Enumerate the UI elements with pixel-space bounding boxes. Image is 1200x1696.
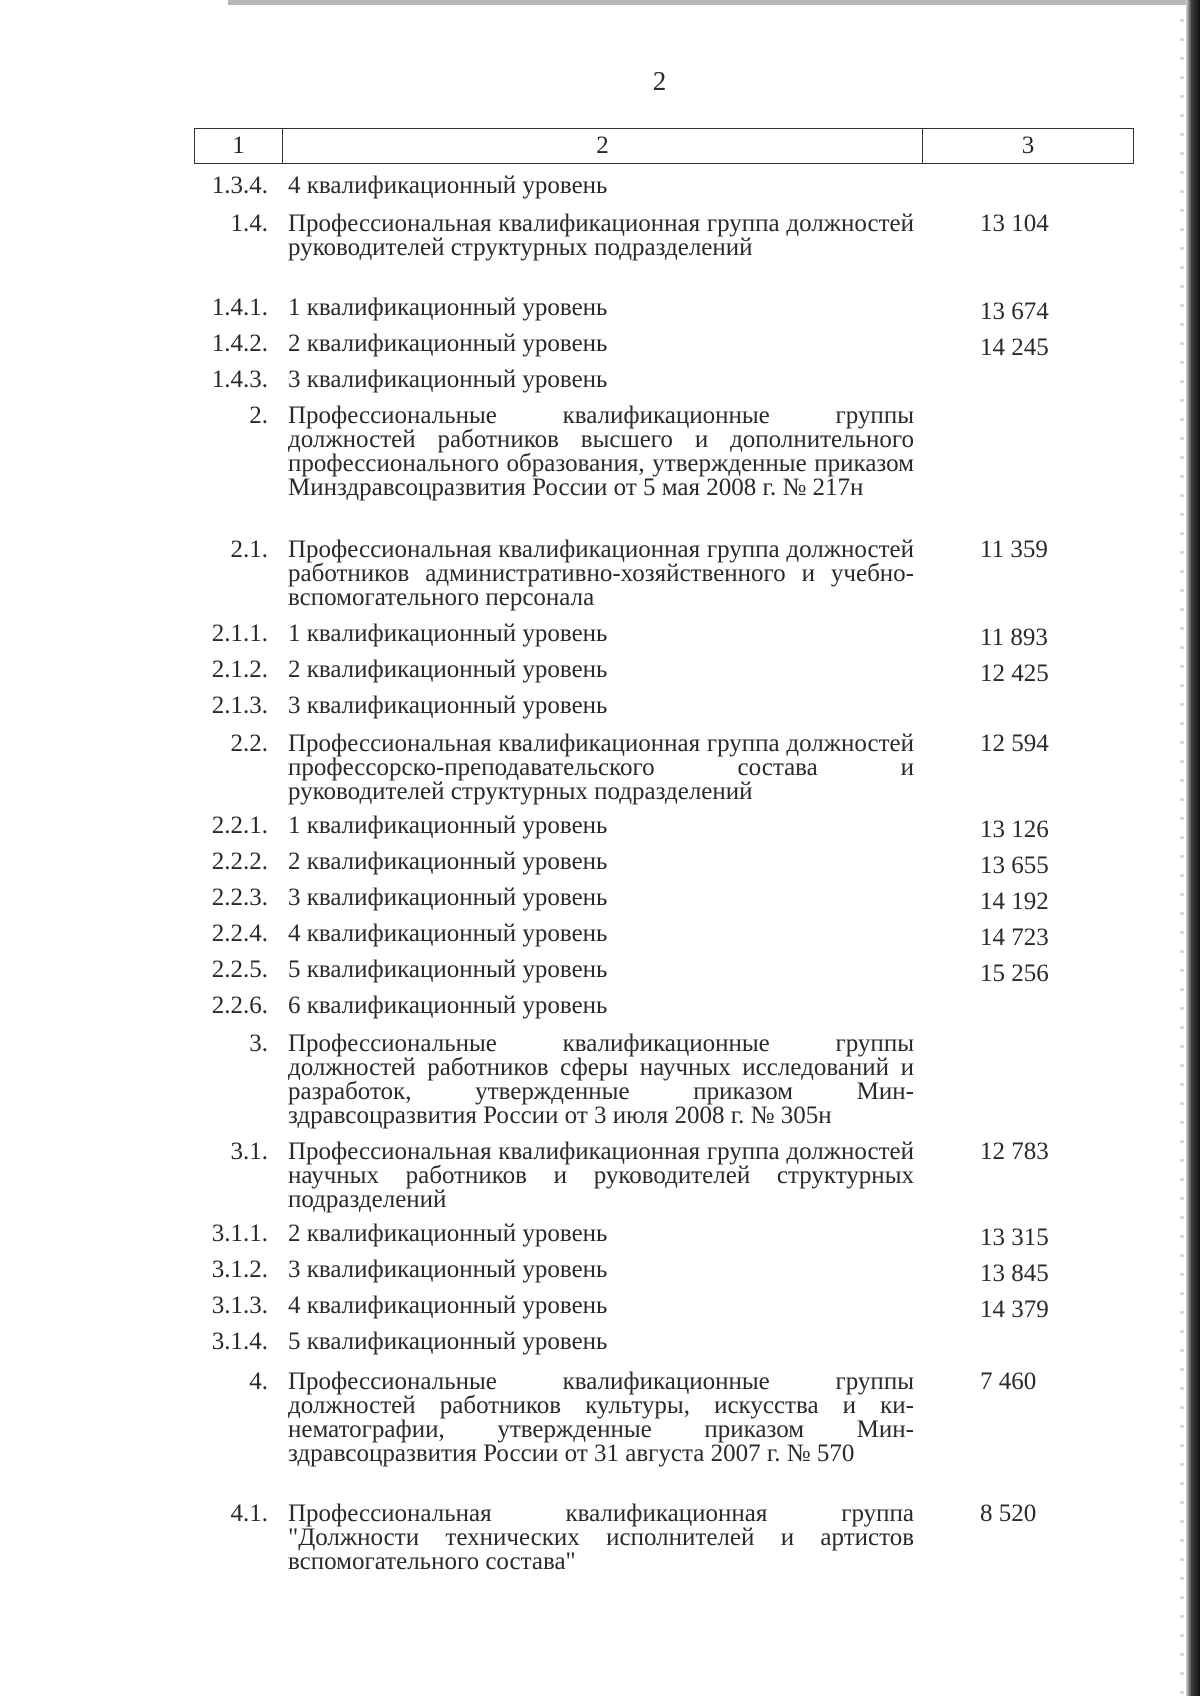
row-value: 14 245 — [980, 334, 1049, 361]
row-text: Профессиональная квалификационная группа должностей научных работников и руководителей структурных подразделений — [288, 1138, 914, 1213]
row-number: 2.1. — [230, 536, 268, 563]
row-text: 2 квалификационный уровень — [288, 330, 608, 357]
row-number: 2.2.3. — [211, 884, 268, 911]
row-text: 4 квалификационный уровень — [288, 172, 608, 199]
row-text: 1 квалификационный уровень — [288, 620, 608, 647]
row-number: 2.2.2. — [211, 848, 268, 875]
row-text: 4 квалификационный уровень — [288, 920, 608, 947]
row-text: Профессиональные квалификационные группы должностей работников высшего и дополнительного профессионального образования, утвержденные приказом Минздравсоцразвития России от 5 мая 2008 г. № 217н — [288, 402, 914, 501]
header-col-1: 1 — [195, 129, 283, 163]
scan-top-border — [228, 0, 1200, 5]
row-number: 3.1.1. — [211, 1220, 268, 1247]
row-text: 3 квалификационный уровень — [288, 1256, 608, 1283]
row-number: 4. — [249, 1368, 268, 1395]
row-text: Профессиональная квалификационная группа должностей руководителей структурных подразделений — [288, 210, 914, 261]
row-text: 2 квалификационный уровень — [288, 1220, 608, 1247]
row-number: 3. — [249, 1030, 268, 1057]
row-value: 14 379 — [980, 1296, 1049, 1323]
row-text: 2 квалификационный уровень — [288, 656, 608, 683]
row-value: 12 425 — [980, 660, 1049, 687]
row-text: 4 квалификационный уровень — [288, 1292, 608, 1319]
row-text: 1 квалификационный уровень — [288, 812, 608, 839]
row-number: 3.1.2. — [211, 1256, 268, 1283]
row-number: 1.4.1. — [211, 294, 268, 321]
row-value: 11 359 — [980, 536, 1048, 563]
row-text: 3 квалификационный уровень — [288, 366, 608, 393]
page-number: 2 — [652, 66, 668, 96]
row-value: 13 104 — [980, 210, 1049, 237]
row-value: 14 723 — [980, 924, 1049, 951]
row-number: 1.4. — [230, 210, 268, 237]
row-number: 2.2.4. — [211, 920, 268, 947]
row-number: 1.3.4. — [211, 172, 268, 199]
row-value: 15 256 — [980, 960, 1049, 987]
row-number: 2.2.1. — [211, 812, 268, 839]
row-number: 1.4.3. — [211, 366, 268, 393]
row-text: Профессиональные квалификационные группы должностей работников сферы научных исследований и разработок, утвержденные приказом Минздравсоцразвития России от 3 июля 2008 г. № 305н — [288, 1030, 914, 1129]
row-text: 3 квалификационный уровень — [288, 692, 608, 719]
row-value: 8 520 — [980, 1500, 1037, 1527]
row-text: 2 квалификационный уровень — [288, 848, 608, 875]
row-text: Профессиональная квалификационная группа "Должности технических исполнителей и артистов вспомогательного состава" — [288, 1500, 914, 1575]
scan-edge-marks — [1180, 0, 1184, 1696]
row-number: 2.2. — [230, 730, 268, 757]
row-text: 3 квалификационный уровень — [288, 884, 608, 911]
row-value: 12 594 — [980, 730, 1049, 757]
row-value: 13 315 — [980, 1224, 1049, 1251]
row-value: 13 126 — [980, 816, 1049, 843]
row-text: 6 квалификационный уровень — [288, 992, 608, 1019]
row-number: 1.4.2. — [211, 330, 268, 357]
row-number: 2.2.5. — [211, 956, 268, 983]
row-text: Профессиональная квалификационная группа должностей профессорско-преподавательского состава и руководителей структурных подразделений — [288, 730, 914, 805]
table-header — [194, 128, 1134, 164]
header-col-2: 2 — [283, 129, 923, 163]
row-text: 5 квалификационный уровень — [288, 1328, 608, 1355]
row-text: Профессиональная квалификационная группа должностей работников административно-хозяйственного и учебно-вспомогательного персонала — [288, 536, 914, 611]
header-col-3: 3 — [1021, 132, 1035, 159]
row-value: 14 192 — [980, 888, 1049, 915]
row-number: 2.2.6. — [211, 992, 268, 1019]
row-number: 3.1.4. — [211, 1328, 268, 1355]
row-number: 2.1.3. — [211, 692, 268, 719]
row-number: 2. — [249, 402, 268, 429]
row-number: 2.1.1. — [211, 620, 268, 647]
row-number: 2.1.2. — [211, 656, 268, 683]
scan-right-edge — [1186, 0, 1200, 1696]
row-value: 13 655 — [980, 852, 1049, 879]
row-value: 11 893 — [980, 624, 1048, 651]
row-text: 5 квалификационный уровень — [288, 956, 608, 983]
row-number: 3.1.3. — [211, 1292, 268, 1319]
row-value: 13 845 — [980, 1260, 1049, 1287]
row-number: 4.1. — [230, 1500, 268, 1527]
row-number: 3.1. — [230, 1138, 268, 1165]
row-text: Профессиональные квалификационные группы должностей работников культуры, искусства и кинематографии, утвержденные приказом Минздравсоцразвития России от 31 августа 2007 г. № 570 — [288, 1368, 914, 1467]
row-value: 7 460 — [980, 1368, 1037, 1395]
row-text: 1 квалификационный уровень — [288, 294, 608, 321]
row-value: 13 674 — [980, 298, 1049, 325]
row-value: 12 783 — [980, 1138, 1049, 1165]
